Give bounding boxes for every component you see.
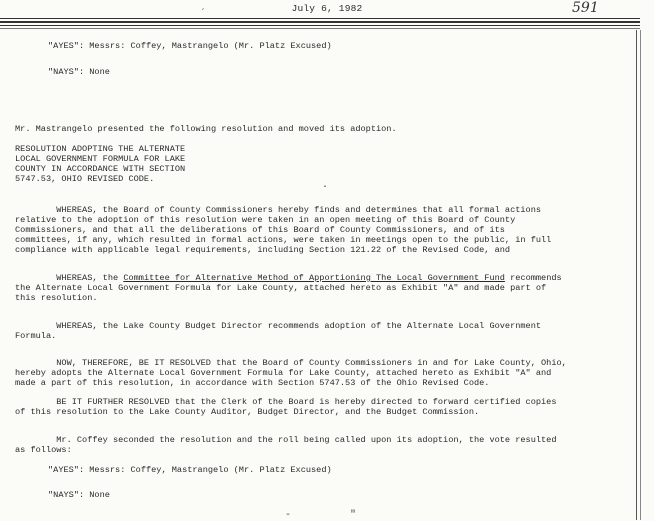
whereas-paragraph-line: Formula.	[15, 331, 57, 341]
ink-dot: "	[350, 510, 357, 521]
intro-paragraph: Mr. Mastrangelo presented the following resolution and moved its adoption.	[15, 124, 397, 134]
resolution-title-line: RESOLUTION ADOPTING THE ALTERNATE	[15, 144, 186, 154]
whereas-paragraph-line: compliance with applicable legal requirements, including Section 121.22 of the Revised Code, and	[15, 245, 511, 255]
resolved-paragraph-line: made a part of this resolution, in accordance with Section 5747.53 of the Ohio Revised Code.	[15, 378, 490, 388]
ayes-line: "AYES": Messrs: Coffey, Mastrangelo (Mr. Platz Excused)	[48, 465, 332, 475]
whereas-paragraph-line: relative to the adoption of this resolution were taken in an open meeting of this Board of County	[15, 215, 516, 225]
resolution-title-line: COUNTY IN ACCORDANCE WITH SECTION	[15, 164, 186, 174]
whereas-paragraph-line: WHEREAS, the Board of County Commissioners hereby finds and determines that all formal actions	[15, 205, 542, 215]
whereas-paragraph-line	[15, 273, 562, 283]
resolved-paragraph-line: NOW, THEREFORE, BE IT RESOLVED that the Board of County Commissioners in and for Lake County, Ohio,	[15, 358, 567, 368]
further-resolved-line: of this resolution to the Lake County Auditor, Budget Director, and the Budget Commission.	[15, 407, 480, 417]
resolution-title-line: LOCAL GOVERNMENT FORMULA FOR LAKE	[15, 154, 186, 164]
ayes-line: "AYES": Messrs: Coffey, Mastrangelo (Mr. Platz Excused)	[48, 41, 332, 51]
resolved-paragraph-line: hereby adopts the Alternate Local Government Formula for Lake County, attached hereto as Exhibit "A" and	[15, 368, 552, 378]
page-date: July 6, 1982	[291, 3, 363, 14]
whereas-prefix: WHEREAS, the	[15, 273, 124, 283]
seconded-line: Mr. Coffey seconded the resolution and the roll being called upon its adoption, the vote resulted	[15, 435, 557, 445]
header-rule	[0, 18, 640, 19]
seconded-line: as follows:	[15, 445, 72, 455]
margin-rule	[640, 30, 641, 520]
page-number: 591	[572, 0, 599, 16]
resolution-title-line: 5747.53, OHIO REVISED CODE.	[15, 174, 155, 184]
nays-line: "NAYS": None	[48, 67, 110, 77]
whereas-suffix: recommends	[504, 273, 562, 283]
header-rule	[0, 21, 640, 23]
header-rule	[0, 25, 640, 26]
margin-rule	[636, 30, 637, 520]
ink-dot: .	[322, 180, 329, 191]
whereas-paragraph-line: committees, if any, which resulted in formal actions, were taken in meetings open to the public, in full	[15, 235, 552, 245]
nays-line: "NAYS": None	[48, 490, 110, 500]
whereas-paragraph-line: this resolution.	[15, 293, 98, 303]
committee-name: Committee for Alternative Method of Apportioning The Local Government Fund	[123, 273, 505, 283]
ink-dot: -	[285, 510, 292, 521]
whereas-paragraph-line: Commissioners, and that all the deliberations of this Board of County Commissioners, and of its	[15, 225, 505, 235]
pen-mark: ˏ	[200, 1, 207, 12]
further-resolved-line: BE IT FURTHER RESOLVED that the Clerk of the Board is hereby directed to forward certified copies	[15, 397, 557, 407]
whereas-paragraph-line: the Alternate Local Government Formula for Lake County, attached hereto as Exhibit "A" and made part of	[15, 283, 547, 293]
header-rule	[0, 28, 640, 29]
whereas-paragraph-line: WHEREAS, the Lake County Budget Director recommends adoption of the Alternate Local Government	[15, 321, 542, 331]
